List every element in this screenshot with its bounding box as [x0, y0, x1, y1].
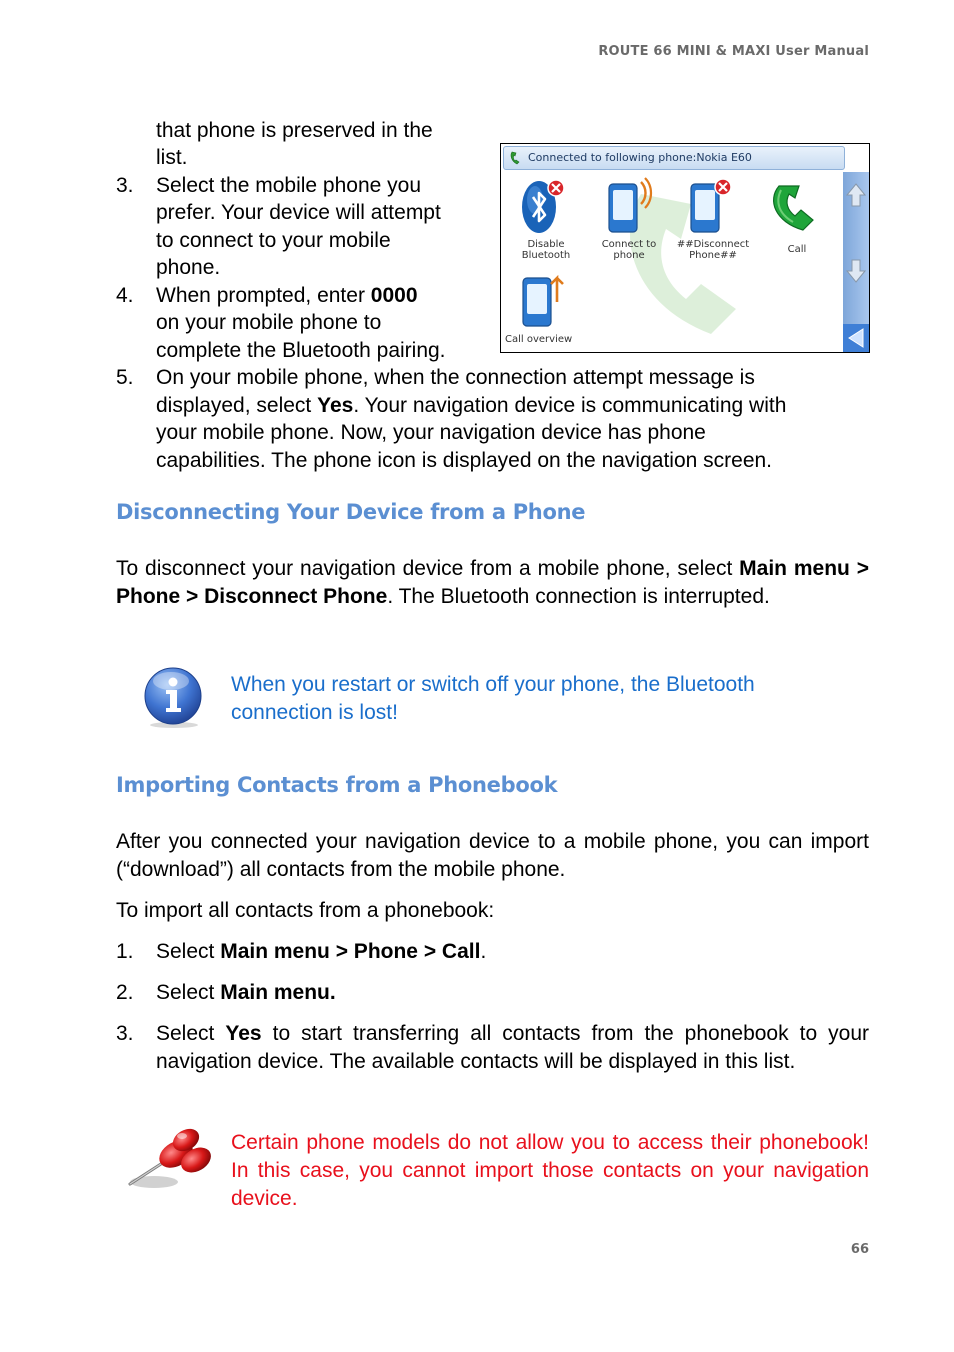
step-text: Select [156, 940, 221, 963]
device-screenshot [500, 143, 870, 353]
phone-handset-icon [509, 150, 523, 166]
step-line [156, 1020, 869, 1075]
warning-note: Certain phone models do not allow you to access their phonebook! In this case, you cannot import those contacts on your navigation device. [231, 1131, 869, 1210]
disconnect-phone-button[interactable] [687, 176, 737, 238]
paragraph: After you connected your navigation device to a mobile phone, you can import (“download”) all contacts from the mobile phone. [116, 830, 869, 881]
step-text: to start transferring all contacts from the phonebook to your navigation device. The available contacts will be displayed in this list. [156, 1022, 870, 1073]
step-line [156, 938, 486, 966]
continued-line: that phone is preserved in the [156, 119, 433, 142]
icon-label: Connect to phone [601, 239, 657, 261]
back-arrow-icon [843, 324, 869, 352]
step-line [156, 282, 418, 310]
step-text: When prompted, enter [156, 284, 371, 307]
section-heading: Disconnecting Your Device from a Phone [116, 500, 586, 524]
step-number: 5. [116, 366, 134, 389]
mobile-phone-upload-icon [519, 268, 567, 330]
step-number: 3. [116, 1022, 134, 1045]
disable-bluetooth-button[interactable] [519, 178, 565, 238]
paragraph-text: . The Bluetooth connection is interrupted. [387, 584, 770, 608]
pushpin-icon [124, 1120, 214, 1196]
step-text: Select [156, 981, 221, 1004]
menu-path: Main menu > Phone > Call [220, 940, 481, 963]
step-line [156, 392, 786, 420]
continued-line: list. [156, 146, 188, 169]
step-line: Select the mobile phone you [156, 174, 422, 197]
step-text: . [480, 940, 487, 963]
icon-label: ##Disconnect Phone## [676, 239, 750, 261]
step-line: your mobile phone. Now, your navigation device has phone [156, 421, 706, 444]
step-keyword: Yes [225, 1022, 262, 1045]
info-note: When you restart or switch off your phone, the Bluetooth connection is lost! [231, 673, 755, 724]
scroll-down-arrow-icon[interactable] [845, 256, 867, 286]
menu-path: Main menu > Phone > Disconnect Phone [116, 557, 869, 608]
scroll-up-arrow-icon[interactable] [845, 180, 867, 210]
step-text: displayed, select [156, 394, 318, 417]
step-line: On your mobile phone, when the connection attempt message is [156, 366, 755, 389]
paragraph: To import all contacts from a phonebook: [116, 899, 495, 922]
step-line: to connect to your mobile [156, 229, 391, 252]
step-line: complete the Bluetooth pairing. [156, 339, 446, 362]
mobile-phone-signal-icon [605, 176, 653, 238]
step-keyword: Yes [317, 394, 354, 417]
icon-label: Call overview [505, 334, 573, 345]
step-number: 3. [116, 174, 134, 197]
info-icon [141, 665, 205, 729]
menu-path: Main menu. [220, 981, 336, 1004]
section-heading: Importing Contacts from a Phonebook [116, 773, 558, 797]
step-line: on your mobile phone to [156, 311, 382, 334]
screen-title-bar [503, 146, 845, 170]
call-button[interactable] [767, 180, 823, 234]
mobile-phone-disconnect-icon [687, 176, 737, 238]
step-line: phone. [156, 256, 221, 279]
phone-handset-icon [767, 180, 823, 234]
step-number: 1. [116, 940, 134, 963]
step-line: capabilities. The phone icon is displayed on the navigation screen. [156, 449, 773, 472]
icon-label: Disable Bluetooth [521, 239, 571, 261]
paragraph-text: To disconnect your navigation device from a mobile phone, select [116, 557, 740, 580]
step-text: . Your navigation device is communicating with [353, 394, 787, 417]
step-number: 2. [116, 981, 134, 1004]
step-line: prefer. Your device will attempt [156, 201, 441, 224]
bluetooth-icon [519, 178, 565, 236]
step-text: Select [156, 1022, 226, 1045]
scroll-bar [843, 172, 869, 352]
pairing-code: 0000 [370, 284, 418, 307]
icon-label: Call [787, 244, 807, 255]
step-number: 4. [116, 284, 134, 307]
paragraph [116, 555, 869, 610]
screen-title-text: Connected to following phone:Nokia E60 [528, 151, 752, 164]
connect-to-phone-button[interactable] [605, 176, 653, 238]
page-number: 66 [850, 1242, 869, 1257]
call-overview-button[interactable] [519, 268, 567, 330]
step-line [156, 979, 336, 1007]
back-button[interactable] [843, 324, 869, 352]
running-header: ROUTE 66 MINI & MAXI User Manual [598, 44, 869, 59]
